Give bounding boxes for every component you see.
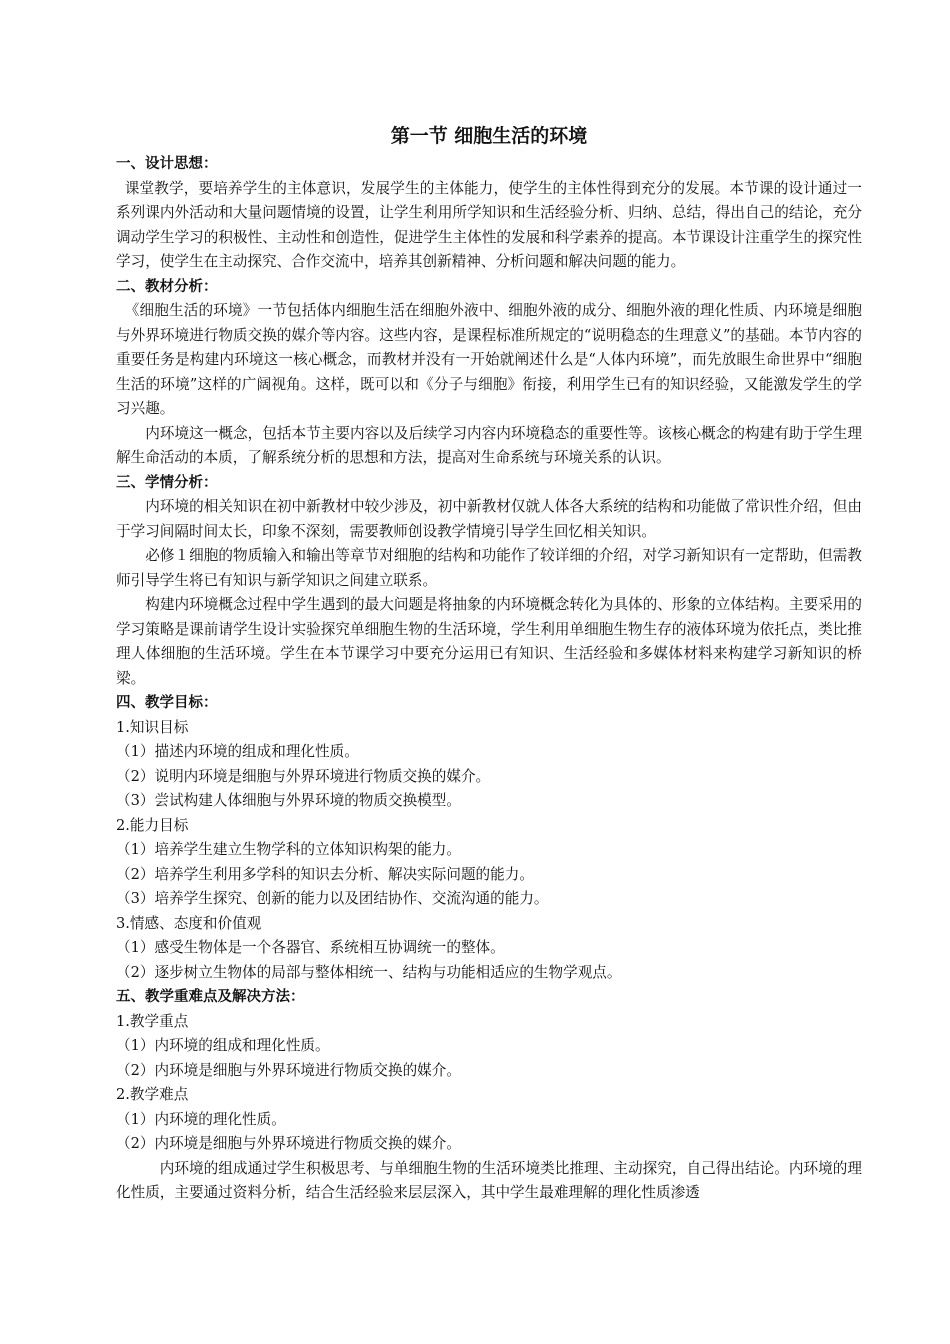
section-heading-students: 三、学情分析：	[116, 474, 218, 491]
list-item: （2）内环境是细胞与外界环境进行物质交换的媒介。	[116, 1135, 461, 1152]
subheading: 3.情感、态度和价值观	[116, 914, 262, 932]
list-item: （2）说明内环境是细胞与外界环境进行物质交换的媒介。	[116, 767, 491, 785]
document-page	[116, 122, 862, 1206]
section-heading-material: 二、教材分析：	[116, 278, 218, 295]
list-item: （1）内环境的理化性质。	[116, 1110, 286, 1128]
list-item: （1）感受生物体是一个各器官、系统相互协调统一的整体。	[116, 939, 505, 956]
subheading: 1.知识目标	[116, 718, 189, 736]
list-item: （1）内环境的组成和理化性质。	[116, 1037, 330, 1054]
paragraph: 内环境的相关知识在初中新教材中较少涉及，初中新教材仅就人体各大系统的结构和功能做了常识性介绍，但由于学习间隔时间太长，印象不深刻，需要教师创设教学情境引导学生回忆相关知识。	[116, 498, 862, 540]
paragraph: 内环境的组成通过学生积极思考、与单细胞生物的生活环境类比推理、主动探究，自己得出结论。内环境的理化性质，主要通过资料分析，结合生活经验来层层深入，其中学生最难理解的理化性质渗透	[116, 1159, 862, 1201]
document-title: 第一节 细胞生活的环境	[390, 125, 588, 147]
list-item: （2）逐步树立生物体的局部与整体相统一、结构与功能相适应的生物学观点。	[116, 963, 622, 981]
paragraph: 内环境这一概念，包括本节主要内容以及后续学习内容内环境稳态的重要性等。该核心概念的构建有助于学生理解生命活动的本质，了解系统分析的思想和方法，提高对生命系统与环境关系的认识。	[116, 424, 862, 466]
subheading: 1.教学重点	[116, 1012, 189, 1030]
paragraph: 必修１细胞的物质输入和输出等章节对细胞的结构和功能作了较详细的介绍，对学习新知识有一定帮助，但需教师引导学生将已有知识与新学知识之间建立联系。	[116, 547, 862, 589]
section-heading-keypoints: 五、教学重难点及解决方法：	[116, 989, 305, 1005]
list-item: （1）描述内环境的组成和理化性质。	[116, 743, 359, 760]
paragraph: 课堂教学，要培养学生的主体意识，发展学生的主体能力，使学生的主体性得到充分的发展。本节课的设计通过一系列课内外活动和大量问题情境的设置，让学生利用所学知识和生活经验分析、归纳、总结，得出自己的结论，充分调动学生学习的积极性、主动性和创造性，促进学生主体性的发展和科学素养的提高。本节课设计注重学生的探究性学习，使学生在主动探究、合作交流中，培养其创新精神、分析问题和解决问题的能力。	[116, 179, 862, 270]
list-item: （3）尝试构建人体细胞与外界环境的物质交换模型。	[116, 792, 461, 809]
subheading: 2.教学难点	[116, 1086, 189, 1103]
paragraph: 构建内环境概念过程中学生遇到的最大问题是将抽象的内环境概念转化为具体的、形象的立体结构。主要采用的学习策略是课前请学生设计实验探究单细胞生物的生活环境，学生利用单细胞生物生存的液体环境为依托点，类比推理人体细胞的生活环境。学生在本节课学习中要充分运用已有知识、生活经验和多媒体材料来构建学习新知识的桥梁。	[116, 596, 862, 687]
list-item: （2）内环境是细胞与外界环境进行物质交换的媒介。	[116, 1061, 461, 1079]
paragraph: 《细胞生活的环境》一节包括体内细胞生活在细胞外液中、细胞外液的成分、细胞外液的理化性质、内环境是细胞与外界环境进行物质交换的媒介等内容。这些内容，是课程标准所规定的“说明稳态的生理意义”的基础。本节内容的重要任务是构建内环境这一核心概念，而教材并没有一开始就阐述什么是“人体内环境”，而先放眼生命世界中“细胞生活的环境”这样的广阔视角。这样，既可以和《分子与细胞》衔接，利用学生已有的知识经验，又能激发学生的学习兴趣。	[116, 302, 862, 417]
section-heading-goals: 四、教学目标：	[116, 695, 218, 711]
list-item: （1）培养学生建立生物学科的立体知识构架的能力。	[116, 841, 461, 858]
section-heading-design: 一、设计思想：	[116, 156, 218, 172]
subheading: 2.能力目标	[116, 816, 189, 834]
list-item: （3）培养学生探究、创新的能力以及团结协作、交流沟通的能力。	[116, 890, 549, 907]
list-item: （2）培养学生利用多学科的知识去分析、解决实际问题的能力。	[116, 865, 534, 883]
